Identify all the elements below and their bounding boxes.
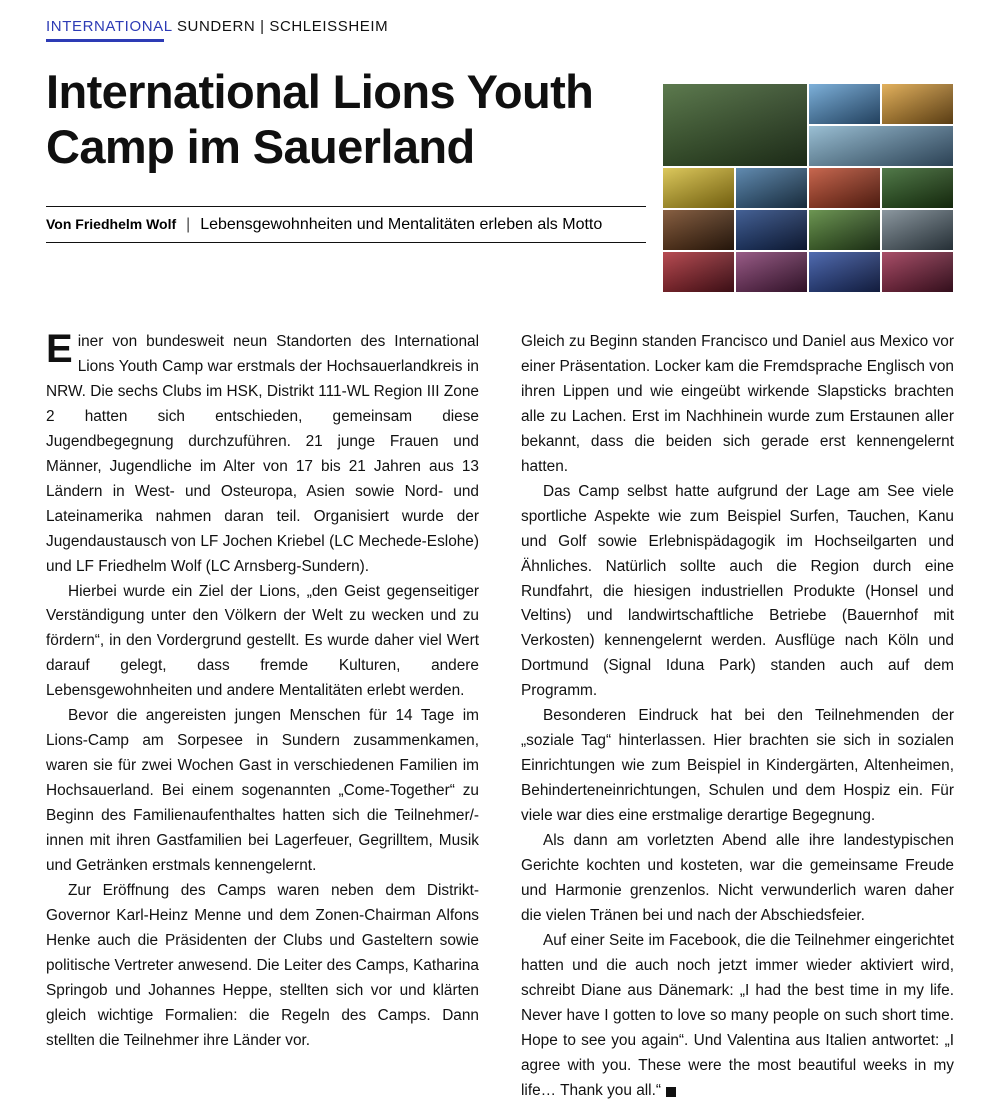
article-body: [46, 327, 954, 1104]
paragraph: [521, 480, 954, 705]
collage-photo: [809, 84, 880, 124]
paragraph: [46, 704, 479, 879]
collage-photo: [736, 252, 807, 292]
collage-photo: [736, 210, 807, 250]
collage-photo: [809, 126, 953, 166]
byline-author: Von Friedhelm Wolf: [46, 216, 177, 233]
collage-photo: [809, 252, 880, 292]
paragraph-text: iner von bundesweit neun Standorten des International Lions Youth Camp war erstmals der Hochsauerlandkreis in NRW. Die sechs Clubs im HSK, Distrikt 111-WL Region III Zone 2 hatten sich entschieden, gemeinsam diese Jugendbegegnung durchzuführen. 21 junge Frauen und Männer, Jugendliche im Alter von 17 bis 21 Jahren aus 13 Ländern in West- und Osteuropa, Asien sowie Nord- und Lateinamerika nahmen daran teil. Organisiert wurde der Jugendaustausch von LF Jochen Kriebel (LC Mechede-Eslohe) und LF Friedhelm Wolf (LC Arnsberg-Sundern).: [46, 333, 479, 575]
body-column-left: [46, 327, 479, 1104]
collage-photo: [882, 210, 953, 250]
byline-divider-glyph: |: [186, 216, 191, 234]
paragraph-text: Auf einer Seite im Facebook, die die Teilnehmer eingerichtet hatten und die auch noch jetzt immer wieder aktiviert wird, schreibt Diane aus Dänemark: „I had the best time in my life. Never have I gotten to love so many people on such short time. Hope to see you again“. Und Valentina aus Italien antwortet: „I agree with you. These were the most beautiful weeks in my life… Thank you all.“: [521, 931, 954, 1099]
breadcrumb: [46, 18, 954, 42]
paragraph-text: Zur Eröffnung des Camps waren neben dem Distrikt-Governor Karl-Heinz Menne und dem Zonen-Chairman Alfons Henke auch die Präsidenten der Clubs und Gasteltern sowie politische Vertreter anwesend. Die Leiter des Camps, Katharina Springob und Johannes Heppe, stellten sich vor und klärten gleich wichtige Formalien: die Regeln des Camps. Dann stellten die Teilnehmer ihre Länder vor.: [46, 881, 479, 1049]
paragraph-text: Besonderen Eindruck hat bei den Teilnehmenden der „soziale Tag“ hinterlassen. Hier brachten sie sich in sozialen Einrichtungen wie zum Beispiel in Kindergärten, Altenheimen, Behinderteneinrichtungen, Schulen und dem Hospiz ein. Für viele war dies eine erstmalige derartige Begegnung.: [521, 707, 954, 825]
kicker-location: SUNDERN | SCHLEISSHEIM: [176, 18, 389, 35]
body-column-right: [521, 330, 954, 1104]
photo-collage: [663, 84, 953, 292]
drop-cap: E: [46, 327, 73, 371]
paragraph: [521, 829, 954, 929]
kicker-section: INTERNATIONAL: [46, 18, 173, 35]
collage-photo: [663, 252, 734, 292]
paragraph: [46, 879, 479, 1054]
paragraph: [46, 327, 479, 580]
collage-photo: [736, 168, 807, 208]
paragraph-text: Als dann am vorletzten Abend alle ihre landestypischen Gerichte kochten und kosteten, war die gemeinsame Freude und Harmonie grenzenlos. Nicht verwunderlich waren daher die vielen Tränen bei und nach der Abschiedsfeier.: [521, 832, 954, 924]
paragraph-text: Gleich zu Beginn standen Francisco und Daniel aus Mexico vor einer Präsentation. Locker kam die Fremdsprache Englisch von ihren Lippen und wie eingeübt wirkende Slapsticks brachten alle zu Lachen. Erst im Nachhinein wurde zum Erstaunen aller bekannt, dass die beiden sich gerade erst kennengelernt hatten.: [521, 333, 954, 475]
collage-photo: [809, 168, 880, 208]
paragraph-text: Hierbei wurde ein Ziel der Lions, „den Geist gegenseitiger Verständigung unter den Völkern der Welt zu wecken und zu fördern“, in den Vordergrund gestellt. Es wurde daher viel Wert darauf gelegt, dass fremde Kulturen, andere Lebensgewohnheiten und andere Mentalitäten erlebt werden.: [46, 582, 479, 700]
kicker-underline: [46, 39, 164, 42]
kicker-text: [46, 18, 954, 35]
byline: [46, 207, 646, 242]
collage-photo: [809, 210, 880, 250]
collage-photo: [882, 252, 953, 292]
paragraph-text: Bevor die angereisten jungen Menschen für 14 Tage im Lions-Camp am Sorpesee in Sundern zusammenkamen, waren sie für zwei Wochen Gast in verschiedenen Familien im Hochsauerland. Bei einem sogenannten „Come-Together“ zu Beginn des Familienaufenthaltes hatten sich die Teilnehmer/-innen mit ihren Gastfamilien bei Lagerfeuer, Gegrilltem, Musik und Getränken erstmals kennengelernt.: [46, 707, 479, 875]
collage-photo: [663, 210, 734, 250]
paragraph: [46, 580, 479, 705]
collage-photo: [663, 84, 807, 166]
paragraph: [521, 929, 954, 1104]
article-page: [0, 18, 1000, 1099]
paragraph-text: Das Camp selbst hatte aufgrund der Lage am See viele sportliche Aspekte wie zum Beispiel Surfen, Tauchen, Kanu und Golf sowie Erlebnispädagogik im Hochseilgarten und Ähnliches. Natürlich sollte auch die Region durch eine Rundfahrt, die hiesigen industriellen Produkte (Honsel und Veltins) und landwirtschaftliche Betriebe (Bauernhof mit Verkosten) kennengelernt werden. Ausflüge nach Köln und Dortmund (Signal Iduna Park) standen auch auf dem Programm.: [521, 482, 954, 700]
end-mark: L: [666, 1087, 676, 1097]
collage-photo: [882, 84, 953, 124]
byline-subtitle: Lebensgewohnheiten und Mentalitäten erleben als Motto: [200, 216, 603, 234]
collage-photo: [663, 168, 734, 208]
byline-divider-bottom: [46, 242, 646, 243]
page-title: International Lions Youth Camp im Sauerland: [46, 65, 594, 174]
collage-photo: [882, 168, 953, 208]
paragraph: [521, 330, 954, 480]
paragraph: [521, 704, 954, 829]
